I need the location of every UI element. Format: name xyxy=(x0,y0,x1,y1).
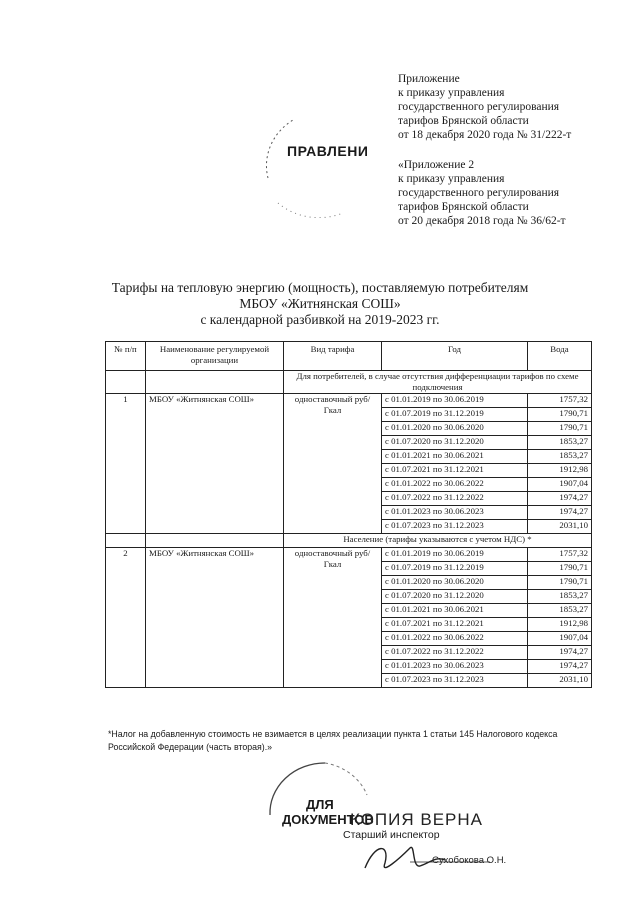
period-cell: с 01.01.2023 по 30.06.2023 xyxy=(382,506,528,520)
title-line: Тарифы на тепловую энергию (мощность), поставляемую потребителям xyxy=(111,280,529,295)
value-cell: 1853,27 xyxy=(528,450,592,464)
period-cell: с 01.01.2020 по 30.06.2020 xyxy=(382,422,528,436)
value-cell: 1790,71 xyxy=(528,562,592,576)
period-cell: с 01.07.2023 по 31.12.2023 xyxy=(382,674,528,688)
value-cell: 1974,27 xyxy=(528,646,592,660)
appendix-current-line: от 18 декабря 2020 года № 31/222-т xyxy=(398,129,572,141)
value-cell: 1853,27 xyxy=(528,590,592,604)
period-cell: с 01.01.2021 по 30.06.2021 xyxy=(382,450,528,464)
section-subheader-row xyxy=(106,371,592,394)
appendix-current-line: тарифов Брянской области xyxy=(398,115,529,127)
section-subheader-row xyxy=(106,534,592,548)
stamp-line2: ДОКУМЕНТОВ xyxy=(282,812,374,827)
document-title xyxy=(0,280,640,328)
copy-stamp-role: Старший инспектор xyxy=(343,829,440,841)
value-cell: 2031,10 xyxy=(528,520,592,534)
section-subheader: Для потребителей, в случае отсутствия дифференциации тарифов по схеме подключения xyxy=(284,371,592,394)
period-cell: с 01.01.2022 по 30.06.2022 xyxy=(382,478,528,492)
value-cell: 2031,10 xyxy=(528,674,592,688)
value-cell: 1853,27 xyxy=(528,436,592,450)
period-cell: с 01.07.2019 по 31.12.2019 xyxy=(382,562,528,576)
period-cell: с 01.07.2019 по 31.12.2019 xyxy=(382,408,528,422)
subheader-empty xyxy=(146,534,284,548)
value-cell: 1790,71 xyxy=(528,422,592,436)
value-cell: 1790,71 xyxy=(528,576,592,590)
row-number: 2 xyxy=(106,548,146,688)
period-cell: с 01.01.2019 по 30.06.2019 xyxy=(382,394,528,408)
value-cell: 1974,27 xyxy=(528,492,592,506)
period-cell: с 01.07.2021 по 31.12.2021 xyxy=(382,464,528,478)
appendix-previous-line: тарифов Брянской области xyxy=(398,201,529,213)
value-cell: 1790,71 xyxy=(528,408,592,422)
period-cell: с 01.01.2020 по 30.06.2020 xyxy=(382,576,528,590)
value-cell: 1907,04 xyxy=(528,632,592,646)
appendix-current-line: Приложение xyxy=(398,73,460,85)
tariff-type: одноставочный руб/Гкал xyxy=(284,548,382,688)
period-cell: с 01.07.2023 по 31.12.2023 xyxy=(382,520,528,534)
value-cell: 1907,04 xyxy=(528,478,592,492)
subheader-empty xyxy=(106,371,146,394)
value-cell: 1757,32 xyxy=(528,394,592,408)
org-name: МБОУ «Житнянская СОШ» xyxy=(146,548,284,688)
subheader-empty xyxy=(106,534,146,548)
value-cell: 1912,98 xyxy=(528,464,592,478)
period-cell: с 01.07.2020 по 31.12.2020 xyxy=(382,590,528,604)
period-cell: с 01.01.2022 по 30.06.2022 xyxy=(382,632,528,646)
stamp-top-text: ПРАВЛЕНИ xyxy=(287,143,369,159)
value-cell: 1974,27 xyxy=(528,506,592,520)
appendix-current-line: государственного регулирования xyxy=(398,101,560,113)
period-cell: с 01.07.2020 по 31.12.2020 xyxy=(382,436,528,450)
row-number: 1 xyxy=(106,394,146,534)
value-cell: 1757,32 xyxy=(528,548,592,562)
table-header-row xyxy=(106,342,592,371)
period-cell: с 01.07.2022 по 31.12.2022 xyxy=(382,492,528,506)
appendix-previous-line: к приказу управления xyxy=(398,173,505,185)
period-cell: с 01.01.2023 по 30.06.2023 xyxy=(382,660,528,674)
appendix-previous-line: государственного регулирования xyxy=(398,187,560,199)
table-row xyxy=(106,548,592,562)
period-cell: с 01.07.2021 по 31.12.2021 xyxy=(382,618,528,632)
tariffs-table xyxy=(105,341,592,688)
header-water: Вода xyxy=(528,342,592,371)
header-num: № п/п xyxy=(106,342,146,371)
subheader-empty xyxy=(146,371,284,394)
header-org: Наименование регулируемой организации xyxy=(146,342,284,371)
value-cell: 1853,27 xyxy=(528,604,592,618)
round-stamp-top xyxy=(248,108,378,218)
value-cell: 1974,27 xyxy=(528,660,592,674)
copy-stamp-title: КОПИЯ ВЕРНА xyxy=(350,810,484,829)
appendix-current-line: к приказу управления xyxy=(398,87,505,99)
org-name: МБОУ «Житнянская СОШ» xyxy=(146,394,284,534)
title-line: с календарной разбивкой на 2019-2023 гг. xyxy=(200,312,440,327)
appendix-current xyxy=(398,72,571,142)
value-cell: 1912,98 xyxy=(528,618,592,632)
section-subheader: Население (тарифы указываются с учетом НДС) * xyxy=(284,534,592,548)
appendix-previous-line: «Приложение 2 xyxy=(398,159,475,171)
footnote: *Налог на добавленную стоимость не взимается в целях реализации пункта 1 статьи 145 Налогового кодекса Российской Федерации (часть вторая).» xyxy=(108,729,558,752)
period-cell: с 01.01.2019 по 30.06.2019 xyxy=(382,548,528,562)
tariff-type: одноставочный руб/Гкал xyxy=(284,394,382,534)
appendix-previous-line: от 20 декабря 2018 года № 36/62-т xyxy=(398,215,566,227)
period-cell: с 01.07.2022 по 31.12.2022 xyxy=(382,646,528,660)
table-row xyxy=(106,394,592,408)
appendix-previous xyxy=(398,158,566,228)
title-line: МБОУ «Житнянская СОШ» xyxy=(239,296,401,311)
period-cell: с 01.01.2021 по 30.06.2021 xyxy=(382,604,528,618)
header-year: Год xyxy=(382,342,528,371)
copy-stamp-name: Сухобокова О.Н. xyxy=(432,855,507,866)
stamp-line1: ДЛЯ xyxy=(306,797,334,812)
header-tariff-type: Вид тарифа xyxy=(284,342,382,371)
